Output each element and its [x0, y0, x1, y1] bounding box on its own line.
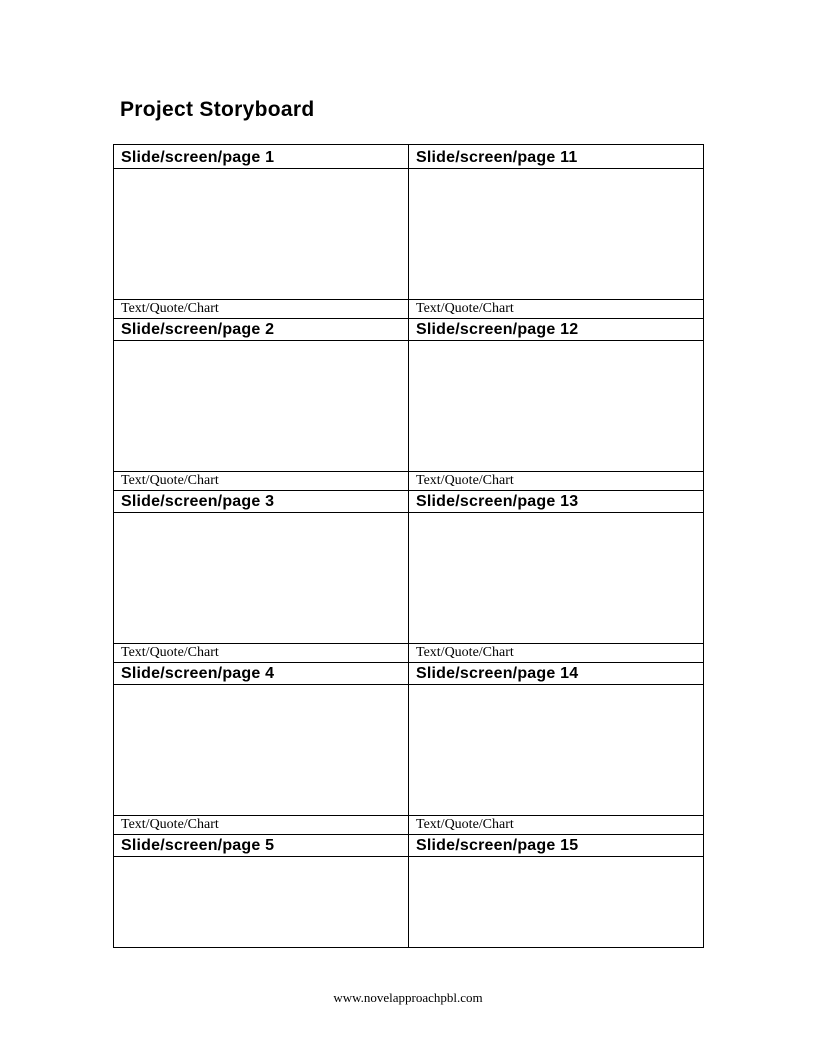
- frame-caption: Text/Quote/Chart: [121, 817, 219, 832]
- grid-line: [114, 856, 703, 857]
- sketch-area[interactable]: [409, 341, 703, 471]
- frame-caption: Text/Quote/Chart: [121, 473, 219, 488]
- sketch-area[interactable]: [114, 169, 408, 299]
- sketch-area[interactable]: [114, 685, 408, 815]
- frame-heading: Slide/screen/page 13: [416, 493, 579, 510]
- footer-url: www.novelapproachpbl.com: [333, 990, 483, 1005]
- grid-line: [114, 512, 703, 513]
- frame-heading: Slide/screen/page 12: [416, 321, 579, 338]
- frame-caption: Text/Quote/Chart: [416, 473, 514, 488]
- sketch-area[interactable]: [114, 513, 408, 643]
- page-title: Project Storyboard: [120, 98, 315, 121]
- frame-heading: Slide/screen/page 11: [416, 149, 578, 166]
- frame-heading: Slide/screen/page 1: [121, 149, 275, 166]
- sketch-area[interactable]: [114, 341, 408, 471]
- grid-line: [114, 340, 703, 341]
- frame-heading: Slide/screen/page 14: [416, 665, 579, 682]
- grid-line: [114, 471, 703, 472]
- grid-line: [114, 168, 703, 169]
- frame-heading: Slide/screen/page 2: [121, 321, 275, 338]
- sketch-area[interactable]: [409, 513, 703, 643]
- sketch-area[interactable]: [114, 857, 408, 987]
- grid-line: [114, 815, 703, 816]
- sketch-area[interactable]: [409, 685, 703, 815]
- frame-heading: Slide/screen/page 4: [121, 665, 275, 682]
- frame-heading: Slide/screen/page 5: [121, 837, 275, 854]
- frame-caption: Text/Quote/Chart: [416, 301, 514, 316]
- frame-caption: Text/Quote/Chart: [121, 301, 219, 316]
- frame-caption: Text/Quote/Chart: [416, 645, 514, 660]
- grid-line: [114, 643, 703, 644]
- sketch-area[interactable]: [409, 169, 703, 299]
- frame-caption: Text/Quote/Chart: [121, 645, 219, 660]
- grid-line: [114, 299, 703, 300]
- frame-heading: Slide/screen/page 15: [416, 837, 579, 854]
- sketch-area[interactable]: [409, 857, 703, 987]
- frame-caption: Text/Quote/Chart: [416, 817, 514, 832]
- grid-line: [114, 684, 703, 685]
- storyboard-grid: [113, 144, 704, 948]
- frame-heading: Slide/screen/page 3: [121, 493, 275, 510]
